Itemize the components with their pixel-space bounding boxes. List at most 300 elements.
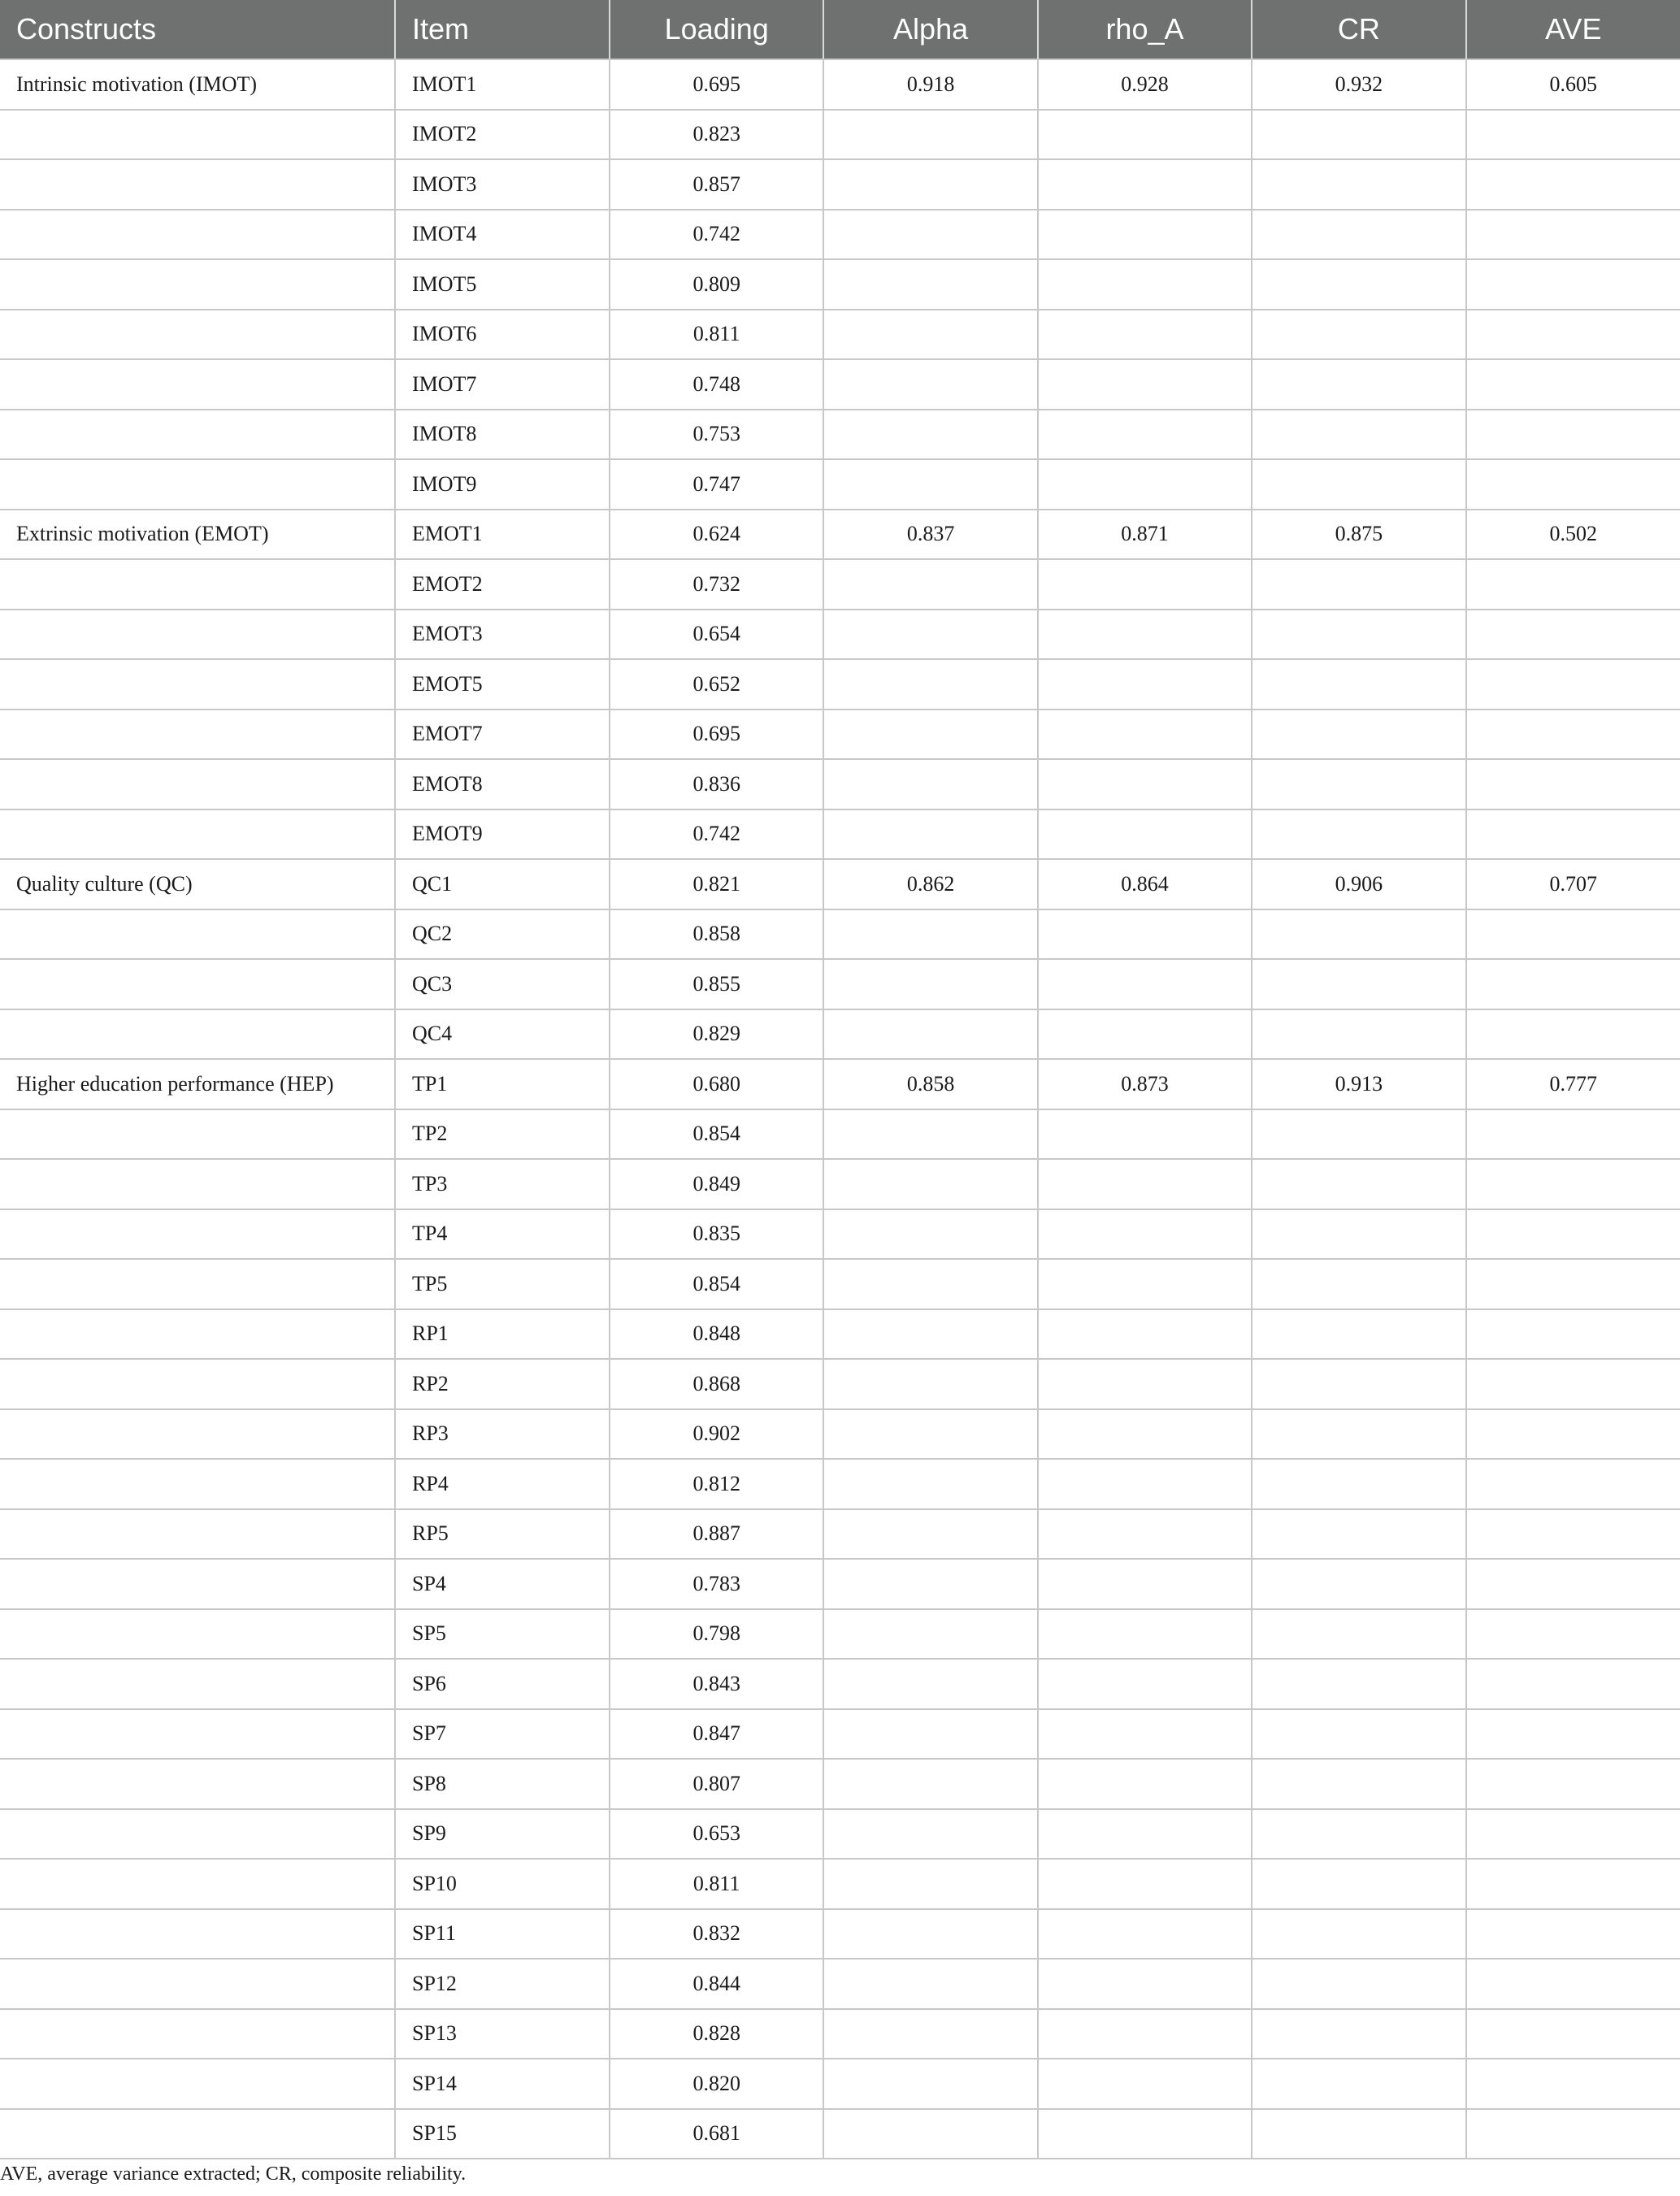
construct-cell: [0, 710, 395, 760]
alpha-cell: [823, 1909, 1037, 1959]
ave-cell: [1466, 759, 1680, 809]
item-cell: IMOT9: [395, 459, 610, 510]
alpha-cell: 0.862: [823, 859, 1037, 909]
item-cell: EMOT7: [395, 710, 610, 760]
item-cell: EMOT1: [395, 510, 610, 560]
cr-cell: [1252, 2059, 1465, 2109]
rho-a-cell: [1038, 1209, 1252, 1260]
item-cell: QC1: [395, 859, 610, 909]
alpha-cell: 0.837: [823, 510, 1037, 560]
ave-cell: [1466, 559, 1680, 610]
table-row: [0, 710, 1680, 760]
rho-a-cell: [1038, 659, 1252, 710]
rho-a-cell: 0.864: [1038, 859, 1252, 909]
rho-a-cell: [1038, 559, 1252, 610]
ave-cell: [1466, 1259, 1680, 1309]
loading-cell: 0.843: [610, 1659, 823, 1709]
alpha-cell: [823, 1259, 1037, 1309]
rho-a-cell: [1038, 909, 1252, 960]
loading-cell: 0.887: [610, 1509, 823, 1560]
construct-cell: [0, 959, 395, 1009]
table-row: [0, 659, 1680, 710]
rho-a-cell: [1038, 1759, 1252, 1809]
construct-cell: [0, 1209, 395, 1260]
header-alpha: Alpha: [823, 0, 1037, 59]
alpha-cell: [823, 310, 1037, 360]
alpha-cell: [823, 1709, 1037, 1760]
alpha-cell: [823, 1659, 1037, 1709]
alpha-cell: [823, 210, 1037, 260]
table-row: [0, 110, 1680, 160]
item-cell: IMOT8: [395, 410, 610, 460]
ave-cell: [1466, 459, 1680, 510]
item-cell: IMOT2: [395, 110, 610, 160]
alpha-cell: [823, 410, 1037, 460]
ave-cell: [1466, 809, 1680, 860]
loading-cell: 0.680: [610, 1059, 823, 1109]
cr-cell: [1252, 710, 1465, 760]
ave-cell: [1466, 159, 1680, 210]
alpha-cell: [823, 959, 1037, 1009]
item-cell: TP1: [395, 1059, 610, 1109]
ave-cell: [1466, 1709, 1680, 1760]
item-cell: TP4: [395, 1209, 610, 1260]
loading-cell: 0.809: [610, 259, 823, 310]
item-cell: TP5: [395, 1259, 610, 1309]
cr-cell: [1252, 2009, 1465, 2059]
table-row: [0, 1809, 1680, 1860]
table-row: [0, 959, 1680, 1009]
loading-cell: 0.829: [610, 1009, 823, 1060]
construct-cell: [0, 459, 395, 510]
rho-a-cell: [1038, 410, 1252, 460]
rho-a-cell: [1038, 310, 1252, 360]
ave-cell: [1466, 1359, 1680, 1409]
alpha-cell: [823, 359, 1037, 410]
table-row: [0, 1859, 1680, 1909]
ave-cell: [1466, 1459, 1680, 1509]
cr-cell: [1252, 1409, 1465, 1460]
rho-a-cell: [1038, 610, 1252, 660]
ave-cell: [1466, 1809, 1680, 1860]
construct-cell: [0, 310, 395, 360]
alpha-cell: [823, 2109, 1037, 2159]
ave-cell: [1466, 410, 1680, 460]
table-row: [0, 809, 1680, 860]
construct-cell: [0, 1409, 395, 1460]
loading-cell: 0.849: [610, 1159, 823, 1209]
loading-cell: 0.748: [610, 359, 823, 410]
table-row: [0, 1459, 1680, 1509]
rho-a-cell: [1038, 959, 1252, 1009]
header-loading: Loading: [610, 0, 823, 59]
item-cell: IMOT4: [395, 210, 610, 260]
header-rho-a: rho_A: [1038, 0, 1252, 59]
rho-a-cell: [1038, 159, 1252, 210]
ave-cell: [1466, 1959, 1680, 2009]
item-cell: IMOT5: [395, 259, 610, 310]
loading-cell: 0.695: [610, 59, 823, 110]
loading-cell: 0.902: [610, 1409, 823, 1460]
rho-a-cell: [1038, 1109, 1252, 1160]
table-row: [0, 909, 1680, 960]
rho-a-cell: [1038, 1509, 1252, 1560]
table-row: [0, 559, 1680, 610]
alpha-cell: [823, 1209, 1037, 1260]
construct-cell: [0, 1709, 395, 1760]
alpha-cell: [823, 110, 1037, 160]
table-row: [0, 1959, 1680, 2009]
cr-cell: [1252, 610, 1465, 660]
loading-cell: 0.783: [610, 1559, 823, 1609]
construct-cell: [0, 1759, 395, 1809]
cr-cell: 0.913: [1252, 1059, 1465, 1109]
rho-a-cell: [1038, 1459, 1252, 1509]
construct-cell: [0, 159, 395, 210]
alpha-cell: [823, 1509, 1037, 1560]
table-row: [0, 1259, 1680, 1309]
cr-cell: [1252, 1759, 1465, 1809]
loading-cell: 0.858: [610, 909, 823, 960]
alpha-cell: [823, 1809, 1037, 1860]
loading-cell: 0.807: [610, 1759, 823, 1809]
table-row: [0, 1359, 1680, 1409]
header-row: [0, 0, 1680, 59]
loading-cell: 0.821: [610, 859, 823, 909]
cr-cell: [1252, 1009, 1465, 1060]
construct-cell: [0, 1859, 395, 1909]
alpha-cell: [823, 710, 1037, 760]
construct-cell: [0, 610, 395, 660]
item-cell: EMOT2: [395, 559, 610, 610]
cr-cell: [1252, 1109, 1465, 1160]
construct-cell: [0, 1609, 395, 1660]
alpha-cell: [823, 2009, 1037, 2059]
rho-a-cell: [1038, 210, 1252, 260]
item-cell: IMOT6: [395, 310, 610, 360]
ave-cell: [1466, 2009, 1680, 2059]
rho-a-cell: [1038, 1009, 1252, 1060]
alpha-cell: [823, 159, 1037, 210]
rho-a-cell: [1038, 1909, 1252, 1959]
construct-cell: [0, 809, 395, 860]
ave-cell: [1466, 1609, 1680, 1660]
rho-a-cell: [1038, 2009, 1252, 2059]
loading-cell: 0.836: [610, 759, 823, 809]
table-row: [0, 59, 1680, 110]
rho-a-cell: 0.928: [1038, 59, 1252, 110]
ave-cell: [1466, 909, 1680, 960]
ave-cell: [1466, 1159, 1680, 1209]
rho-a-cell: [1038, 1659, 1252, 1709]
cr-cell: [1252, 459, 1465, 510]
item-cell: IMOT7: [395, 359, 610, 410]
table-row: [0, 2109, 1680, 2159]
cr-cell: [1252, 359, 1465, 410]
header-ave: AVE: [1466, 0, 1680, 59]
construct-cell: [0, 1259, 395, 1309]
rho-a-cell: [1038, 259, 1252, 310]
alpha-cell: [823, 610, 1037, 660]
item-cell: SP15: [395, 2109, 610, 2159]
loading-cell: 0.624: [610, 510, 823, 560]
cr-cell: [1252, 1609, 1465, 1660]
cr-cell: [1252, 959, 1465, 1009]
table-header: [0, 0, 1680, 59]
loading-cell: 0.747: [610, 459, 823, 510]
rho-a-cell: [1038, 809, 1252, 860]
construct-cell: [0, 1309, 395, 1360]
construct-cell: Intrinsic motivation (IMOT): [0, 59, 395, 110]
loading-cell: 0.742: [610, 210, 823, 260]
table-row: [0, 1759, 1680, 1809]
cr-cell: 0.906: [1252, 859, 1465, 909]
alpha-cell: [823, 809, 1037, 860]
construct-cell: [0, 210, 395, 260]
cr-cell: [1252, 1909, 1465, 1959]
item-cell: TP3: [395, 1159, 610, 1209]
loading-cell: 0.857: [610, 159, 823, 210]
rho-a-cell: [1038, 1259, 1252, 1309]
table-row: [0, 1209, 1680, 1260]
alpha-cell: [823, 1359, 1037, 1409]
alpha-cell: 0.918: [823, 59, 1037, 110]
table-row: [0, 1609, 1680, 1660]
rho-a-cell: 0.873: [1038, 1059, 1252, 1109]
header-constructs: Constructs: [0, 0, 395, 59]
table-row: [0, 1009, 1680, 1060]
item-cell: RP4: [395, 1459, 610, 1509]
item-cell: SP7: [395, 1709, 610, 1760]
cr-cell: [1252, 1809, 1465, 1860]
cr-cell: 0.875: [1252, 510, 1465, 560]
table-row: [0, 510, 1680, 560]
construct-cell: [0, 2009, 395, 2059]
ave-cell: [1466, 659, 1680, 710]
table-row: [0, 459, 1680, 510]
alpha-cell: [823, 559, 1037, 610]
item-cell: IMOT3: [395, 159, 610, 210]
construct-cell: [0, 2109, 395, 2159]
item-cell: QC3: [395, 959, 610, 1009]
cr-cell: [1252, 310, 1465, 360]
cr-cell: [1252, 1659, 1465, 1709]
alpha-cell: [823, 1959, 1037, 2009]
cr-cell: [1252, 210, 1465, 260]
construct-cell: [0, 2059, 395, 2109]
alpha-cell: [823, 459, 1037, 510]
cr-cell: [1252, 1159, 1465, 1209]
item-cell: RP1: [395, 1309, 610, 1360]
construct-cell: [0, 259, 395, 310]
ave-cell: [1466, 1909, 1680, 1959]
loading-cell: 0.732: [610, 559, 823, 610]
loading-cell: 0.820: [610, 2059, 823, 2109]
table-row: [0, 1159, 1680, 1209]
item-cell: SP5: [395, 1609, 610, 1660]
loading-cell: 0.654: [610, 610, 823, 660]
item-cell: TP2: [395, 1109, 610, 1160]
ave-cell: [1466, 1759, 1680, 1809]
rho-a-cell: [1038, 1859, 1252, 1909]
rho-a-cell: [1038, 1609, 1252, 1660]
ave-cell: [1466, 2059, 1680, 2109]
ave-cell: [1466, 1209, 1680, 1260]
alpha-cell: [823, 2059, 1037, 2109]
loading-cell: 0.753: [610, 410, 823, 460]
ave-cell: 0.502: [1466, 510, 1680, 560]
loading-cell: 0.812: [610, 1459, 823, 1509]
cr-cell: [1252, 410, 1465, 460]
construct-cell: [0, 659, 395, 710]
alpha-cell: [823, 1009, 1037, 1060]
construct-cell: [0, 1659, 395, 1709]
loading-cell: 0.854: [610, 1259, 823, 1309]
cr-cell: [1252, 1509, 1465, 1560]
cr-cell: [1252, 809, 1465, 860]
cr-cell: [1252, 909, 1465, 960]
item-cell: EMOT5: [395, 659, 610, 710]
ave-cell: [1466, 2109, 1680, 2159]
alpha-cell: [823, 759, 1037, 809]
rho-a-cell: [1038, 759, 1252, 809]
construct-cell: [0, 1959, 395, 2009]
cr-cell: [1252, 1459, 1465, 1509]
item-cell: EMOT3: [395, 610, 610, 660]
header-item: Item: [395, 0, 610, 59]
item-cell: RP5: [395, 1509, 610, 1560]
cr-cell: [1252, 2109, 1465, 2159]
construct-cell: [0, 909, 395, 960]
table-row: [0, 1559, 1680, 1609]
ave-cell: [1466, 1659, 1680, 1709]
item-cell: SP6: [395, 1659, 610, 1709]
table-row: [0, 310, 1680, 360]
cr-cell: 0.932: [1252, 59, 1465, 110]
construct-cell: [0, 1509, 395, 1560]
rho-a-cell: [1038, 1359, 1252, 1409]
alpha-cell: [823, 1409, 1037, 1460]
loading-cell: 0.832: [610, 1909, 823, 1959]
ave-cell: [1466, 1559, 1680, 1609]
alpha-cell: [823, 1609, 1037, 1660]
table-footnote: AVE, average variance extracted; CR, composite reliability.: [0, 2163, 467, 2185]
table-row: [0, 859, 1680, 909]
cr-cell: [1252, 1859, 1465, 1909]
alpha-cell: [823, 909, 1037, 960]
table-row: [0, 1309, 1680, 1360]
construct-cell: [0, 359, 395, 410]
rho-a-cell: 0.871: [1038, 510, 1252, 560]
table-row: [0, 1659, 1680, 1709]
construct-cell: [0, 1359, 395, 1409]
alpha-cell: [823, 1859, 1037, 1909]
loading-cell: 0.823: [610, 110, 823, 160]
alpha-cell: [823, 1309, 1037, 1360]
cr-cell: [1252, 759, 1465, 809]
item-cell: SP13: [395, 2009, 610, 2059]
loading-cell: 0.828: [610, 2009, 823, 2059]
rho-a-cell: [1038, 1409, 1252, 1460]
table-row: [0, 359, 1680, 410]
ave-cell: [1466, 1409, 1680, 1460]
ave-cell: [1466, 359, 1680, 410]
ave-cell: [1466, 210, 1680, 260]
rho-a-cell: [1038, 1309, 1252, 1360]
loading-cell: 0.854: [610, 1109, 823, 1160]
loading-cell: 0.811: [610, 1859, 823, 1909]
rho-a-cell: [1038, 1559, 1252, 1609]
cr-cell: [1252, 1209, 1465, 1260]
alpha-cell: [823, 1109, 1037, 1160]
alpha-cell: [823, 1759, 1037, 1809]
loading-cell: 0.844: [610, 1959, 823, 2009]
loading-cell: 0.798: [610, 1609, 823, 1660]
construct-cell: [0, 410, 395, 460]
construct-cell: Extrinsic motivation (EMOT): [0, 510, 395, 560]
item-cell: EMOT8: [395, 759, 610, 809]
table-row: [0, 1409, 1680, 1460]
table-row: [0, 610, 1680, 660]
construct-cell: [0, 1459, 395, 1509]
ave-cell: 0.605: [1466, 59, 1680, 110]
loading-cell: 0.811: [610, 310, 823, 360]
ave-cell: [1466, 1509, 1680, 1560]
rho-a-cell: [1038, 1959, 1252, 2009]
ave-cell: [1466, 110, 1680, 160]
rho-a-cell: [1038, 459, 1252, 510]
cr-cell: [1252, 110, 1465, 160]
cr-cell: [1252, 259, 1465, 310]
ave-cell: [1466, 259, 1680, 310]
table-row: [0, 1909, 1680, 1959]
construct-cell: [0, 1109, 395, 1160]
ave-cell: [1466, 1009, 1680, 1060]
cr-cell: [1252, 1309, 1465, 1360]
item-cell: QC4: [395, 1009, 610, 1060]
cr-cell: [1252, 659, 1465, 710]
item-cell: SP11: [395, 1909, 610, 1959]
loading-cell: 0.848: [610, 1309, 823, 1360]
table-body: [0, 59, 1680, 2159]
construct-cell: [0, 1909, 395, 1959]
loading-cell: 0.742: [610, 809, 823, 860]
table-row: [0, 1059, 1680, 1109]
alpha-cell: [823, 1159, 1037, 1209]
table-row: [0, 159, 1680, 210]
loading-cell: 0.681: [610, 2109, 823, 2159]
rho-a-cell: [1038, 2109, 1252, 2159]
ave-cell: [1466, 1859, 1680, 1909]
table-row: [0, 1109, 1680, 1160]
loading-cell: 0.652: [610, 659, 823, 710]
loading-cell: 0.868: [610, 1359, 823, 1409]
cr-cell: [1252, 559, 1465, 610]
loading-cell: 0.695: [610, 710, 823, 760]
rho-a-cell: [1038, 710, 1252, 760]
construct-cell: [0, 1009, 395, 1060]
table-row: [0, 259, 1680, 310]
rho-a-cell: [1038, 1709, 1252, 1760]
alpha-cell: [823, 259, 1037, 310]
ave-cell: [1466, 1309, 1680, 1360]
table-row: [0, 410, 1680, 460]
cr-cell: [1252, 1259, 1465, 1309]
item-cell: SP14: [395, 2059, 610, 2109]
loading-cell: 0.835: [610, 1209, 823, 1260]
loading-cell: 0.653: [610, 1809, 823, 1860]
item-cell: QC2: [395, 909, 610, 960]
